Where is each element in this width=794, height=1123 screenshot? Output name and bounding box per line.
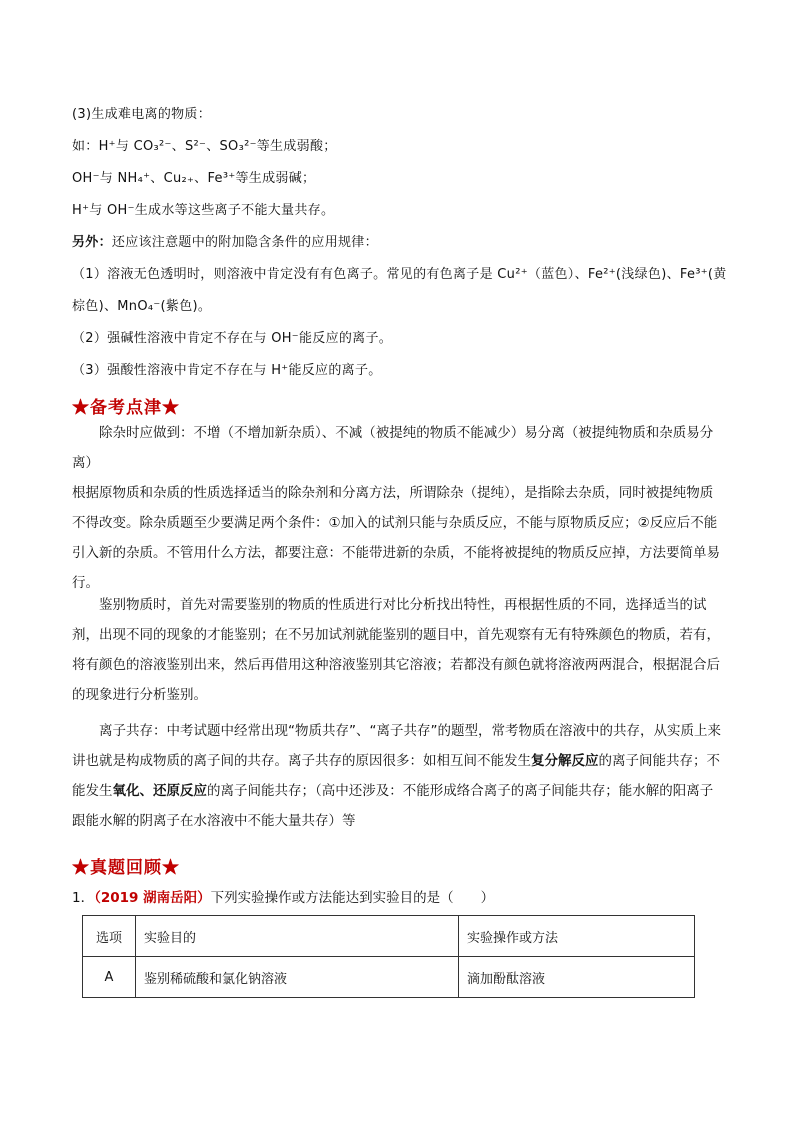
question-1 bbox=[72, 886, 494, 906]
row-method: 滴加酚酞溶液 bbox=[459, 957, 695, 998]
p4-bold-1: 复分解反应 bbox=[531, 753, 599, 769]
header-option: 选项 bbox=[83, 916, 136, 957]
tips-heading: ★备考点津★ bbox=[72, 398, 180, 418]
row-option: A bbox=[83, 957, 136, 998]
question-source: （2019 湖南岳阳） bbox=[94, 890, 211, 906]
tips-block bbox=[72, 418, 724, 598]
p4-text-c: 的离子间能共存；不能发生 bbox=[72, 753, 720, 799]
condition-3-heading: (3)生成难电离的物质： bbox=[72, 107, 212, 122]
rule-2: （2）强碱性溶液中肯定不存在与 OH⁻能反应的离子。 bbox=[72, 331, 393, 346]
extra-label: 另外： bbox=[72, 235, 112, 250]
p4-text-d: 的离子间能共存；（高中还涉及：不能形成络合离子的离子间能共存；能水解的阳离子跟能水解的阴离子在水溶液中不能大量共存）等 bbox=[72, 783, 714, 829]
extra-note bbox=[72, 231, 378, 250]
rule-3: （3）强酸性溶液中肯定不存在与 H⁺能反应的离子。 bbox=[72, 363, 382, 378]
table-row bbox=[83, 957, 695, 998]
rule-1-line-b: 棕色)、MnO₄⁻(紫色)。 bbox=[72, 299, 212, 314]
tips-paragraph-1: 除杂时应做到：不增（不增加新杂质）、不减（被提纯的物质不能减少）易分离（被提纯物质和杂质易分离） bbox=[72, 425, 714, 471]
p4-text-a: 离子共存：中考试题中经常出现“物质共存”、“离子共存”的题型，常考物质在溶液中的共存，从实质上来讲也就是构成物质的离子间的共存。离子共存的原因很多：如相互间不能发生 bbox=[72, 723, 721, 769]
header-purpose: 实验目的 bbox=[136, 916, 459, 957]
identify-block bbox=[72, 590, 724, 710]
review-heading: ★真题回顾★ bbox=[72, 858, 180, 878]
coexist-block bbox=[72, 716, 724, 836]
weak-base-line: OH⁻与 NH₄⁺、Cu₂₊、Fe³⁺等生成弱碱； bbox=[72, 171, 316, 186]
question-number: 1． bbox=[72, 890, 95, 906]
options-table bbox=[82, 915, 695, 998]
water-line: H⁺与 OH⁻生成水等这些离子不能大量共存。 bbox=[72, 203, 335, 218]
tips-paragraph-4 bbox=[72, 716, 724, 836]
tips-paragraph-2: 根据原物质和杂质的性质选择适当的除杂剂和分离方法，所谓除杂（提纯），是指除去杂质，同时被提纯物质不得改变。除杂质题至少要满足两个条件：①加入的试剂只能与杂质反应，不能与原物质反应；②反应后不能引入新的杂质。不管用什么方法，都要注意：不能带进新的杂质，不能将被提纯的物质反应掉，方法要简单易行。 bbox=[72, 485, 720, 591]
weak-acid-line: 如：H⁺与 CO₃²⁻、S²⁻、SO₃²⁻等生成弱酸； bbox=[72, 139, 337, 154]
header-method: 实验操作或方法 bbox=[459, 916, 695, 957]
tips-paragraph-3: 鉴别物质时，首先对需要鉴别的物质的性质进行对比分析找出特性，再根据性质的不同，选择适当的试剂，出现不同的现象的才能鉴别；在不另加试剂就能鉴别的题目中，首先观察有无有特殊颜色的物质，若有，将有颜色的溶液鉴别出来，然后再借用这种溶液鉴别其它溶液；若都没有颜色就将溶液两两混合，根据混合后的现象进行分析鉴别。 bbox=[72, 597, 720, 703]
question-text: 下列实验操作或方法能达到实验目的是（ ） bbox=[210, 890, 495, 906]
rule-1-line-a: （1）溶液无色透明时，则溶液中肯定没有有色离子。常见的有色离子是 Cu²⁺（蓝色）、Fe²⁺(浅绿色)、Fe³⁺(黄 bbox=[72, 267, 727, 282]
p4-bold-2: 氧化、还原反应 bbox=[112, 783, 207, 799]
table-header-row bbox=[83, 916, 695, 957]
row-purpose: 鉴别稀硫酸和氯化钠溶液 bbox=[136, 957, 459, 998]
extra-text: 还应该注意题中的附加隐含条件的应用规律： bbox=[111, 235, 378, 250]
